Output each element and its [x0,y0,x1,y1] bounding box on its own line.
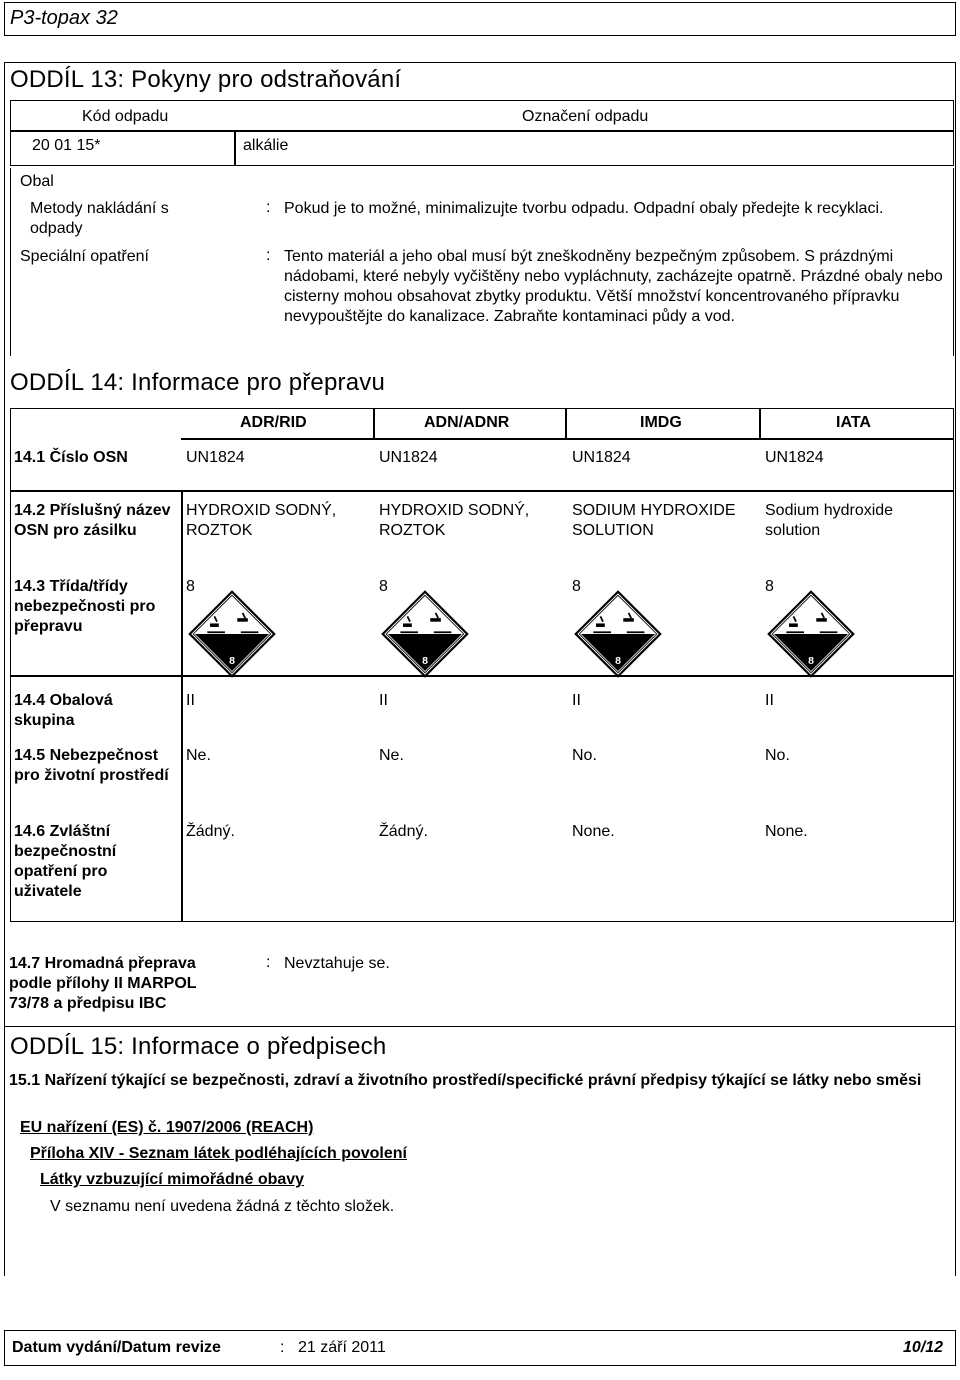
corrosive-pictogram-icon [381,590,469,678]
user-precautions-iata: None. [765,823,808,840]
transport-table-col-rule [759,408,761,438]
pictogram-class-number: 8 [615,654,621,667]
pictogram-class-number: 8 [808,654,814,667]
user-precautions-imdg: None. [572,823,615,840]
transport-table-rule [10,490,954,492]
header-box [4,2,956,36]
row-label-14-4: 14.4 Obalová skupina [14,692,113,729]
reach-heading: EU nařízení (ES) č. 1907/2006 (REACH) [20,1119,314,1136]
hazard-class-imdg: 8 [572,578,581,595]
waste-table-hline [10,130,954,132]
product-name: P3-topax 32 [10,7,118,29]
packing-group-iata: II [765,692,774,709]
env-hazard-iata: No. [765,747,790,764]
shipping-name-adn: HYDROXID SODNÝ, ROZTOK [379,502,530,539]
hazard-class-adn: 8 [379,578,388,595]
svhc-heading: Látky vzbuzující mimořádné obavy [40,1171,305,1188]
corrosive-pictogram-icon [188,590,276,678]
env-hazard-adr: Ne. [186,747,211,764]
shipping-name-adr: HYDROXID SODNÝ, ROZTOK [186,502,337,539]
section15-subtitle: 15.1 Nařízení týkající se bezpečnosti, zdraví a životního prostředí/specifické právní předpisy týkající se látky nebo směsi [9,1072,922,1089]
special-colon: : [266,247,271,264]
col-header-adn: ADN/ADNR [424,414,510,431]
corrosive-pictogram-icon [767,590,855,678]
row-label-14-3: 14.3 Třída/třídy nebezpečnosti pro přepravu [14,578,156,635]
marpol-colon: : [266,954,271,971]
section15-title: ODDÍL 15: Informace o předpisech [10,1033,387,1060]
marpol-value: Nevztahuje se. [284,955,390,972]
col-header-iata: IATA [836,414,871,431]
col-header-imdg: IMDG [640,414,682,431]
svhc-text: V seznamu není uvedena žádná z těchto složek. [50,1198,395,1215]
waste-code-value: 20 01 15* [32,137,101,154]
row-label-14-1: 14.1 Číslo OSN [14,449,128,466]
shipping-name-iata: Sodium hydroxide solution [765,502,894,539]
special-label: Speciální opatření [20,248,149,265]
row-label-14-2: 14.2 Příslušný název OSN pro zásilku [14,502,171,539]
transport-table-left-col-rule [181,490,183,922]
user-precautions-adn: Žádný. [379,823,428,840]
un-number-adr: UN1824 [186,449,245,466]
footer-label: Datum vydání/Datum revize [12,1339,221,1356]
env-hazard-imdg: No. [572,747,597,764]
hazard-class-adr: 8 [186,578,195,595]
packing-group-adr: II [186,692,195,709]
packing-group-imdg: II [572,692,581,709]
page-number: 10/12 [903,1339,944,1356]
corrosive-pictogram-icon [574,590,662,678]
waste-name-header: Označení odpadu [522,108,649,125]
special-text: Tento materiál a jeho obal musí být zneškodněny bezpečným způsobem. S prázdnými nádobami, které nebyly vyčištěny nebo vypláchnuty, zacházejte opatrně. Prázdné obaly nebo cisterny mohou obsahovat zbytky produktu. Větší množství koncentrovaného přípravku nevypouštějte do kanalizace. Zabraňte kontaminaci půdy a vod. [284,248,943,325]
marpol-label: 14.7 Hromadná přeprava podle přílohy II MARPOL 73/78 a předpisu IBC [9,955,197,1012]
un-number-imdg: UN1824 [572,449,631,466]
transport-table-col-rule [565,408,567,438]
section13-title: ODDÍL 13: Pokyny pro odstraňování [10,66,402,93]
waste-name-value: alkálie [243,137,289,154]
hazard-class-iata: 8 [765,578,774,595]
transport-table-col-rule [373,408,375,438]
un-number-adn: UN1824 [379,449,438,466]
un-number-iata: UN1824 [765,449,824,466]
packaging-heading: Obal [20,173,54,190]
disposal-colon: : [266,199,271,216]
waste-table-vline [234,130,236,166]
disposal-text: Pokud je to možné, minimalizujte tvorbu odpadu. Odpadní obaly předejte k recyklaci. [284,200,884,217]
disposal-label: Metody nakládání s odpady [30,200,169,237]
env-hazard-adn: Ne. [379,747,404,764]
row-label-14-5: 14.5 Nebezpečnost pro životní prostředí [14,747,169,784]
transport-table-header-rule [181,438,954,440]
footer-date: 21 září 2011 [298,1339,386,1356]
row-label-14-6: 14.6 Zvláštní bezpečnostní opatření pro uživatele [14,823,117,900]
col-header-adr: ADR/RID [240,414,307,431]
pictogram-class-number: 8 [229,654,235,667]
pictogram-class-number: 8 [422,654,428,667]
waste-code-header: Kód odpadu [82,108,169,125]
section14-title: ODDÍL 14: Informace pro přepravu [10,369,386,396]
user-precautions-adr: Žádný. [186,823,235,840]
annex-heading: Příloha XIV - Seznam látek podléhajících povolení [30,1145,407,1162]
packing-group-adn: II [379,692,388,709]
shipping-name-imdg: SODIUM HYDROXIDE SOLUTION [572,502,736,539]
footer-colon: : [280,1339,285,1356]
